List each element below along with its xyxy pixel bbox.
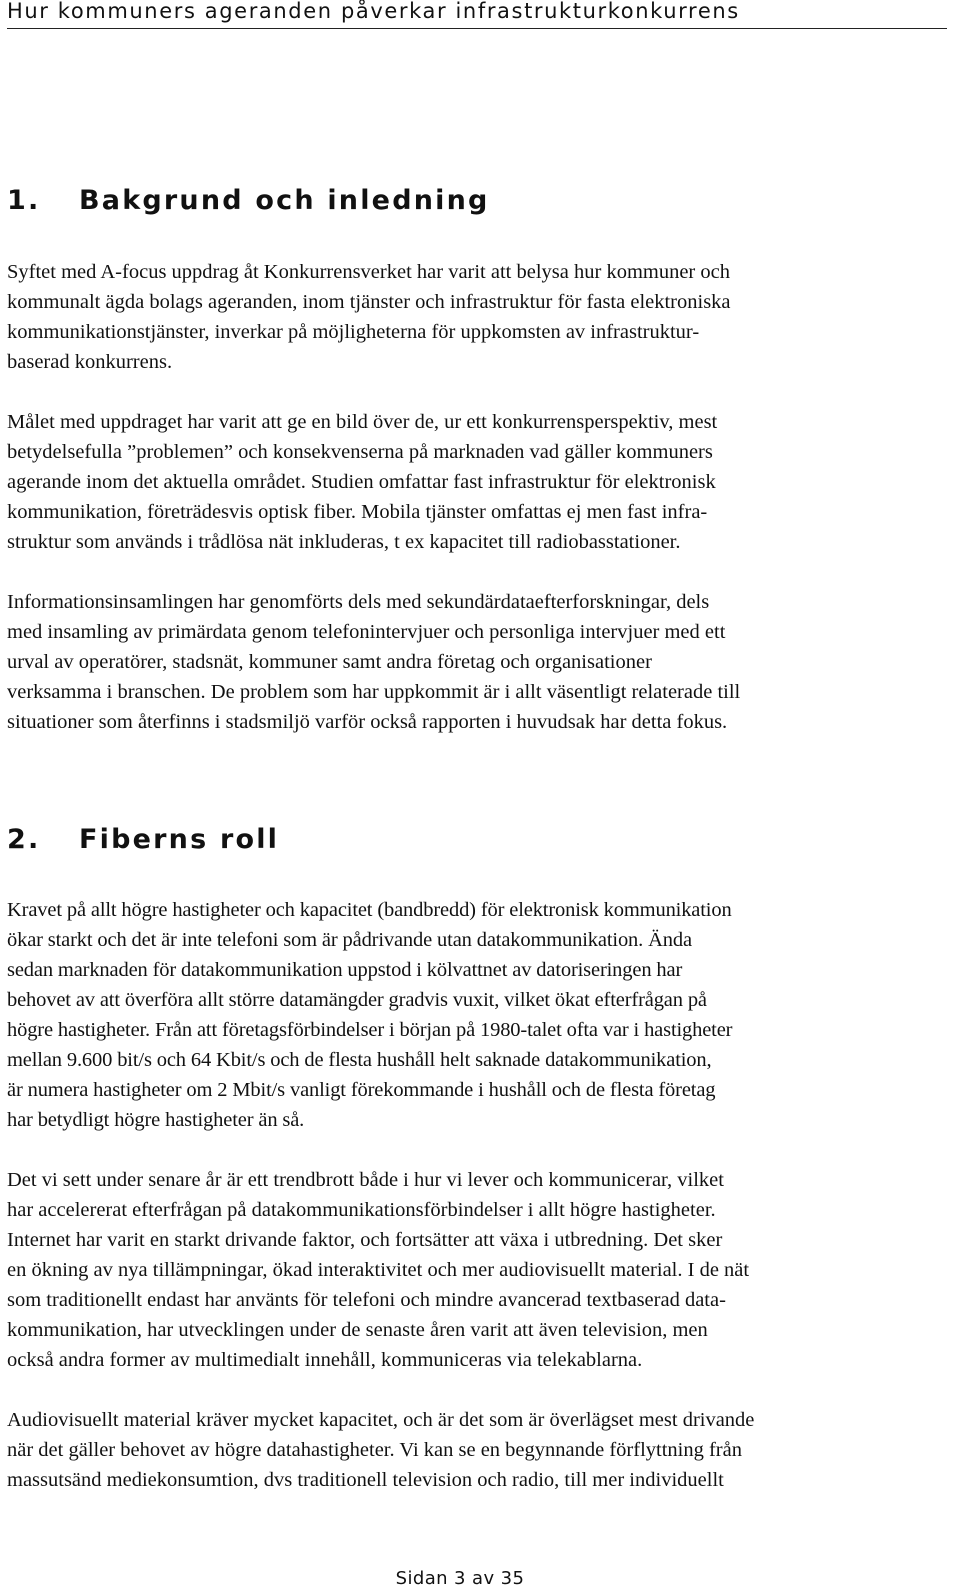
section-1-heading [7, 185, 490, 216]
text-line: Kravet på allt högre hastigheter och kapacitet (bandbredd) för elektronisk kommunikation [7, 899, 732, 921]
paragraph [7, 1405, 952, 1495]
text-line: ökar starkt och det är inte telefoni som är pådrivande utan datakommunikation. Ända [7, 929, 692, 951]
text-line: sedan marknaden för datakommunikation uppstod i kölvattnet av datoriseringen har [7, 959, 683, 981]
section-2-heading [7, 824, 279, 855]
text-line: Internet har varit en starkt drivande faktor, och fortsätter att växa i utbredning. Det sker [7, 1229, 723, 1251]
text-line: agerande inom det aktuella området. Studien omfattar fast infrastruktur för elektronisk [7, 471, 716, 493]
page-footer [0, 1568, 960, 1589]
text-line: när det gäller behovet av högre datahastigheter. Vi kan se en begynnande förflyttning från [7, 1439, 742, 1461]
text-line: kommunikation, företrädesvis optisk fiber. Mobila tjänster omfattas ej men fast infra- [7, 501, 708, 523]
text-line: massutsänd mediekonsumtion, dvs traditionell television och radio, till mer individuellt [7, 1469, 724, 1491]
paragraph [7, 407, 952, 557]
section-number: 2. [7, 824, 41, 855]
text-line: struktur som används i trådlösa nät inkluderas, t ex kapacitet till radiobasstationer. [7, 531, 681, 553]
text-line: också andra former av multimedialt innehåll, kommuniceras via telekablarna. [7, 1349, 643, 1371]
text-line: som traditionellt endast har använts för telefoni och mindre avancerad textbaserad data- [7, 1289, 726, 1311]
text-line: kommunalt ägda bolags ageranden, inom tjänster och infrastruktur för fasta elektroniska [7, 291, 731, 313]
section-title: Fiberns roll [79, 824, 280, 855]
text-line: har accelererat efterfrågan på datakommunikationsförbindelser i allt högre hastigheter. [7, 1199, 716, 1221]
section-number: 1. [7, 185, 41, 216]
text-line: baserad konkurrens. [7, 351, 173, 373]
text-line: behovet av att överföra allt större datamängder gradvis vuxit, vilket ökat efterfrågan på [7, 989, 707, 1011]
text-line: mellan 9.600 bit/s och 64 Kbit/s och de flesta hushåll helt saknade datakommunikation, [7, 1049, 712, 1071]
text-line: Informationsinsamlingen har genomförts dels med sekundärdataefterforskningar, dels [7, 591, 710, 613]
text-line: kommunikationstjänster, inverkar på möjligheterna för uppkomsten av infrastruktur- [7, 321, 700, 343]
text-line: Det vi sett under senare år är ett trendbrott både i hur vi lever och kommunicerar, vilket [7, 1169, 724, 1191]
text-line: situationer som återfinns i stadsmiljö varför också rapporten i huvudsak har detta fokus. [7, 711, 728, 733]
text-line: en ökning av nya tillämpningar, ökad interaktivitet och mer audiovisuellt material. I de nät [7, 1259, 750, 1281]
text-line: med insamling av primärdata genom telefonintervjuer och personliga intervjuer med ett [7, 621, 726, 643]
text-line: Syftet med A-focus uppdrag åt Konkurrensverket har varit att belysa hur kommuner och [7, 261, 730, 283]
paragraph [7, 257, 952, 377]
text-line: kommunikation, har utvecklingen under de senaste åren varit att även television, men [7, 1319, 708, 1341]
paragraph [7, 1165, 952, 1375]
page-number: Sidan 3 av 35 [395, 1568, 525, 1589]
text-line: har betydligt högre hastigheter än så. [7, 1109, 305, 1131]
paragraph [7, 895, 952, 1135]
paragraph [7, 587, 952, 737]
running-header [7, 0, 947, 29]
text-line: urval av operatörer, stadsnät, kommuner samt andra företag och organisationer [7, 651, 652, 673]
section-title: Bakgrund och inledning [79, 185, 490, 216]
text-line: Målet med uppdraget har varit att ge en bild över de, ur ett konkurrensperspektiv, mest [7, 411, 718, 433]
text-line: betydelsefulla ”problemen” och konsekvenserna på marknaden vad gäller kommuners [7, 441, 713, 463]
text-line: verksamma i branschen. De problem som har uppkommit är i allt väsentligt relaterade till [7, 681, 741, 703]
document-title: Hur kommuners ageranden påverkar infrastrukturkonkurrens [7, 0, 740, 23]
text-line: högre hastigheter. Från att företagsförbindelser i början på 1980-talet ofta var i hastigheter [7, 1019, 733, 1041]
text-line: är numera hastigheter om 2 Mbit/s vanligt förekommande i hushåll och de flesta företag [7, 1079, 716, 1101]
text-line: Audiovisuellt material kräver mycket kapacitet, och är det som är överlägset mest drivande [7, 1409, 755, 1431]
